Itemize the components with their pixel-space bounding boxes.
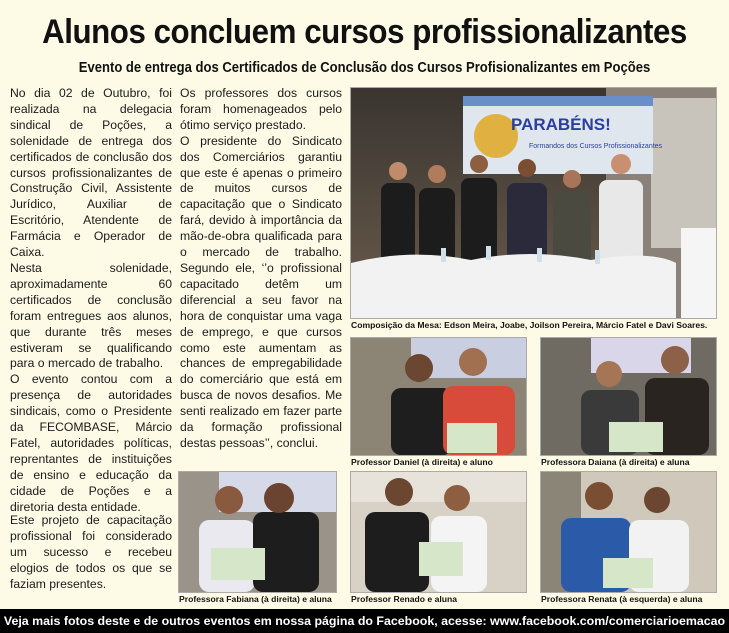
- photo-fabiana: [178, 471, 337, 593]
- caption-photo-daniel: Professor Daniel (à direita) e aluno: [351, 457, 493, 467]
- caption-main-photo: Composição da Mesa: Edson Meira, Joabe, Joilson Pereira, Márcio Fatel e Davi Soares.: [351, 320, 708, 330]
- photo-daiana: [540, 337, 717, 456]
- article-column-1-end: [10, 513, 172, 593]
- photo-renata: [540, 471, 717, 593]
- caption-photo-renata: Professora Renata (à esquerda) e aluna: [541, 594, 703, 604]
- paragraph: Os professores dos cursos foram homenageados pelo ótimo serviço prestado.: [180, 86, 342, 132]
- paragraph: No dia 02 de Outubro, foi realizada na delegacia sindical de Poções, a solenidade de entrega dos certificados de conclusão dos cursos profissionalizantes de Construção Civil, Assistente Jurídico, Auxiliar de Escritório, Atendente de Farmácia e Operador de Caixa.: [10, 86, 172, 260]
- photo-daniel: [350, 337, 527, 456]
- footer-banner: Veja mais fotos deste e de outros eventos em nossa página do Facebook, acesse: www.facebook.com/comerciarioemacao: [0, 609, 729, 633]
- paragraph: O presidente do Sindicato dos Comerciários garantiu que este é apenas o primeiro de muitos cursos de capacitação que o Sindicato fará, devido à importância da mão-de-obra qualificada para o mercado de trabalho. Segundo ele, ‘’o profissional capacitado detêm um diferencial a seu favor na hora de conquistar uma vaga de emprego, e que cursos como este aumentam as chances de empregabilidade do comerciário que está em busca de novos desafios. Me senti realizado em fazer parte da formação profissional destas pessoas’’, conclui.: [180, 133, 342, 450]
- headline: Alunos concluem cursos profissionalizantes: [42, 13, 687, 51]
- subheadline: Evento de entrega dos Certificados de Conclusão dos Cursos Profisionalizantes em Poções: [78, 60, 651, 76]
- caption-photo-renado: Professor Renado e aluna: [351, 594, 458, 604]
- caption-photo-fabiana: Professora Fabiana (à direita) e aluna: [179, 594, 332, 604]
- article-column-1: [10, 86, 172, 515]
- paragraph: O evento contou com a presença de autoridades sindicais, como o Presidente da FECOMBASE, Márcio Fatel, autoridades políticas, reprentantes de instituições de ensino e educação da cidade de Poções e a diretoria desta entidade.: [10, 372, 172, 514]
- paragraph: Nesta solenidade, aproximadamente 60 certificados de conclusão foram entregues aos alunos, que durante três meses estiveram se qualificando para o mercado de trabalho.: [10, 260, 172, 371]
- banner-subtext: Formandos dos Cursos Profissionalizantes: [529, 143, 663, 150]
- photo-renado: [350, 471, 527, 593]
- article-column-2: [180, 86, 342, 452]
- caption-photo-daiana: Professora Daiana (à direita) e aluna: [541, 457, 690, 467]
- main-photo: [350, 87, 717, 319]
- banner-text: PARABÉNS!: [511, 115, 611, 134]
- paragraph: Este projeto de capacitação profissional foi considerado um sucesso e recebeu elogios de todos os que se faziam presentes.: [10, 513, 172, 591]
